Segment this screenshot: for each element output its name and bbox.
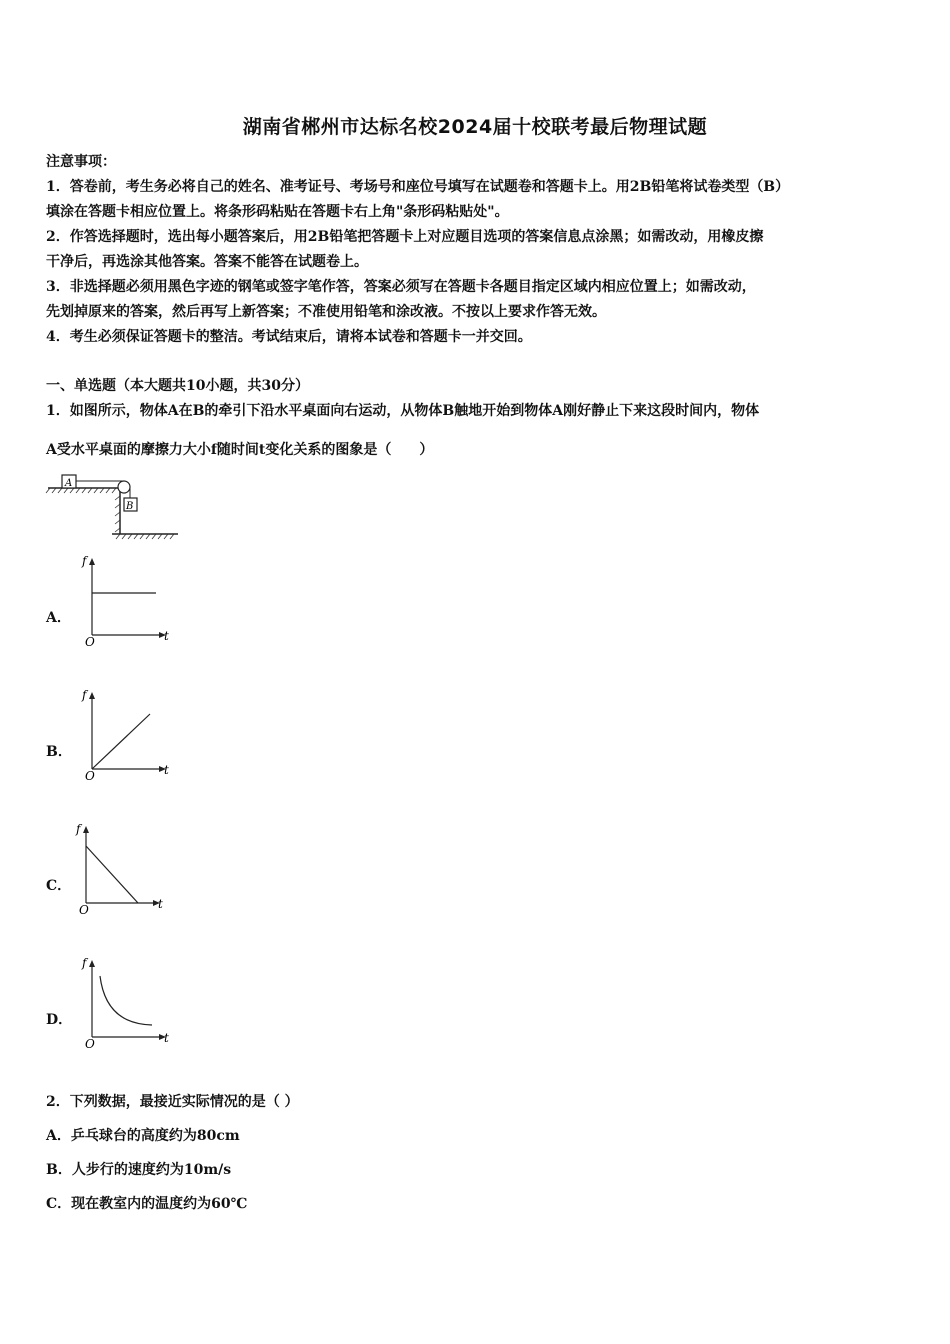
notice-line: 先划掉原来的答案，然后再写上新答案；不准使用铅笔和涂改液。不按以上要求作答无效。 [46, 304, 606, 320]
question-2-option-a: A．乒乓球台的高度约为80cm [46, 1128, 240, 1144]
origin-label: O [85, 635, 95, 649]
question-1-stem-cont: A受水平桌面的摩擦力大小f随时间t变化关系的图象是（ ） [46, 442, 434, 458]
notice-line: 3．非选择题必须用黑色字迹的钢笔或签字笔作答，答案必须写在答题卡各题目指定区域内相应位置上；如需改动， [46, 279, 756, 295]
notice-line: 干净后，再选涂其他答案。答案不能答在试题卷上。 [46, 254, 368, 270]
pulley-figure [44, 468, 184, 544]
question-1-stem: 1．如图所示，物体A在B的牵引下沿水平桌面向右运动，从物体B触地开始到物体A刚好静止下来这段时间内，物体 [46, 403, 760, 419]
question-2-stem: 2．下列数据，最接近实际情况的是（ ） [46, 1094, 299, 1110]
page-title: 湖南省郴州市达标名校2024届十校联考最后物理试题 [242, 116, 708, 138]
origin-label: O [79, 903, 89, 917]
graph-b [78, 684, 178, 784]
option-c-label: C． [46, 878, 72, 894]
block-a-label: A [65, 478, 73, 489]
graph-c [72, 818, 172, 918]
axis-x-label: t [158, 897, 163, 911]
axis-y-label: f [82, 554, 87, 568]
block-b-label: B [126, 501, 134, 512]
option-b-label: B． [46, 744, 72, 760]
axis-y-label: f [76, 822, 81, 836]
origin-label: O [85, 1037, 95, 1051]
notice-line: 2．作答选择题时，选出每小题答案后，用2B铅笔把答题卡上对应题目选项的答案信息点涂黑；如需改动，用橡皮擦 [46, 229, 764, 245]
axis-x-label: t [164, 629, 169, 643]
graph-d [78, 952, 178, 1052]
axis-y-label: f [82, 956, 87, 970]
graph-a [78, 550, 178, 650]
origin-label: O [85, 769, 95, 783]
notice-heading: 注意事项： [46, 154, 116, 170]
axis-x-label: t [164, 763, 169, 777]
section-heading: 一、单选题（本大题共10小题，共30分） [46, 378, 309, 394]
question-2-option-b: B．人步行的速度约为10m/s [46, 1162, 232, 1178]
axis-y-label: f [82, 688, 87, 702]
curve-decreasing [86, 846, 138, 903]
axis-x-label: t [164, 1031, 169, 1045]
notice-line: 填涂在答题卡相应位置上。将条形码粘贴在答题卡右上角"条形码粘贴处"。 [46, 204, 509, 220]
notice-line: 4．考生必须保证答题卡的整洁。考试结束后，请将本试卷和答题卡一并交回。 [46, 329, 532, 345]
option-d-label: D． [46, 1012, 73, 1028]
question-2-option-c: C．现在教室内的温度约为60℃ [46, 1196, 248, 1212]
option-a-label: A． [46, 610, 71, 626]
curve-decay [100, 976, 152, 1025]
notice-line: 1．答卷前，考生务必将自己的姓名、准考证号、考场号和座位号填写在试题卷和答题卡上。用2B铅笔将试卷类型（B） [46, 179, 790, 195]
curve-increasing [92, 714, 150, 769]
